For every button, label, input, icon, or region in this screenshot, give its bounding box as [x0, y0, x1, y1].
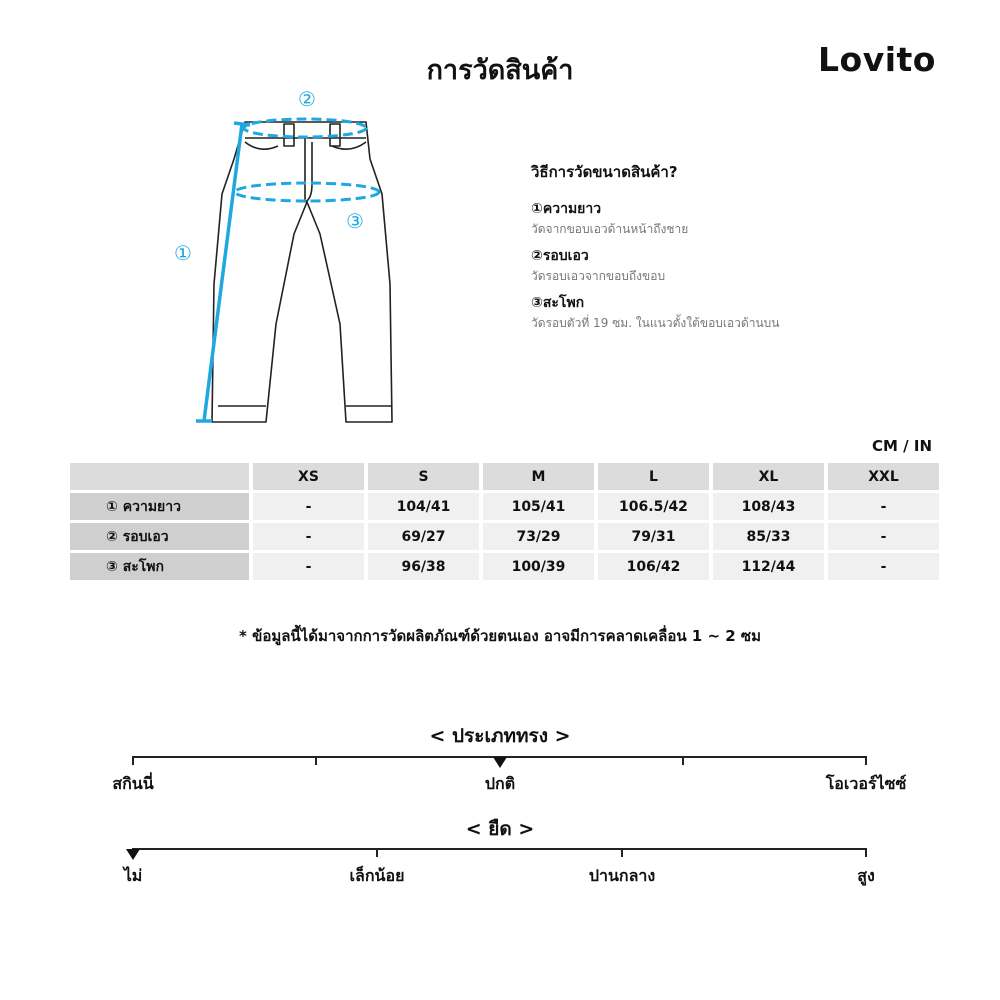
stretch-label-medium: ปานกลาง [588, 866, 656, 885]
table-cell: - [253, 493, 364, 520]
table-cell: 100/39 [483, 553, 594, 580]
marker-length: ① [174, 241, 192, 265]
stretch-label-high: สูง [857, 866, 875, 885]
table-cell: - [828, 493, 939, 520]
table-cell: - [253, 523, 364, 550]
fit-label-oversize: โอเวอร์ไซซ์ [825, 774, 907, 793]
guide-item-hip-label: ③สะโพก [531, 295, 585, 311]
table-cell: 79/31 [598, 523, 709, 550]
guide-title: วิธีการวัดขนาดสินค้า? [531, 163, 678, 181]
table-cell: - [828, 523, 939, 550]
stretch-label-slight: เล็กน้อย [349, 866, 405, 885]
table-cell: 105/41 [483, 493, 594, 520]
size-table [66, 460, 943, 583]
unit-label: CM / IN [872, 437, 932, 455]
stretch-scale-title: < ยืด > [465, 818, 535, 840]
table-cell: 106/42 [598, 553, 709, 580]
fit-scale-tick [865, 756, 867, 765]
column-header: M [483, 463, 594, 490]
fit-scale-tick [132, 756, 134, 765]
column-header: XXL [828, 463, 939, 490]
row-label: ① ความยาว [70, 493, 249, 520]
table-cell: - [253, 553, 364, 580]
marker-hip: ③ [346, 209, 364, 233]
column-header: XL [713, 463, 824, 490]
stretch-label-none: ไม่ [123, 866, 143, 885]
length-line [204, 124, 242, 421]
guide-item-waist-desc: วัดรอบเอวจากขอบถึงขอบ [531, 269, 666, 283]
table-cell: 73/29 [483, 523, 594, 550]
table-cell: 69/27 [368, 523, 479, 550]
table-cell: 85/33 [713, 523, 824, 550]
measurement-note: * ข้อมูลนี้ได้มาจากการวัดผลิตภัณฑ์ด้วยตนเอง อาจมีการคลาดเคลื่อน 1 ~ 2 ซม [239, 627, 761, 645]
fit-label-regular: ปกติ [484, 774, 516, 793]
pants-diagram [160, 84, 420, 434]
stretch-scale-line [132, 848, 867, 850]
table-cell: 108/43 [713, 493, 824, 520]
stretch-scale-marker [126, 849, 140, 860]
table-header-row [70, 463, 939, 490]
pants-outline [212, 122, 392, 422]
stretch-scale-tick [621, 848, 623, 857]
fit-scale-title: < ประเภททรง > [429, 725, 571, 747]
table-cell: 112/44 [713, 553, 824, 580]
hip-measure-ellipse [235, 183, 379, 201]
column-header: XS [253, 463, 364, 490]
guide-item-hip-desc: วัดรอบตัวที่ 19 ซม. ในแนวตั้งใต้ขอบเอวด้านบน [531, 316, 780, 330]
marker-waist: ② [298, 87, 316, 111]
measuring-guide [531, 160, 851, 339]
guide-item-waist-label: ②รอบเอว [531, 248, 589, 264]
fit-scale-tick [682, 756, 684, 765]
guide-item-length-label: ①ความยาว [531, 201, 602, 217]
table-row [70, 523, 939, 550]
fit-scale-tick [315, 756, 317, 765]
table-cell: - [828, 553, 939, 580]
row-label: ③ สะโพก [70, 553, 249, 580]
fit-scale-marker [493, 757, 507, 768]
row-label: ② รอบเอว [70, 523, 249, 550]
table-corner-cell [70, 463, 249, 490]
fit-label-skinny: สกินนี่ [112, 774, 154, 793]
guide-item-length-desc: วัดจากขอบเอวด้านหน้าถึงชาย [531, 222, 689, 236]
brand-logo: Lovito [818, 40, 936, 79]
page-title: การวัดสินค้า [426, 55, 574, 86]
column-header: L [598, 463, 709, 490]
table-cell: 96/38 [368, 553, 479, 580]
stretch-scale-tick [376, 848, 378, 857]
column-header: S [368, 463, 479, 490]
table-row [70, 553, 939, 580]
table-cell: 104/41 [368, 493, 479, 520]
table-cell: 106.5/42 [598, 493, 709, 520]
stretch-scale-tick [865, 848, 867, 857]
table-row [70, 493, 939, 520]
